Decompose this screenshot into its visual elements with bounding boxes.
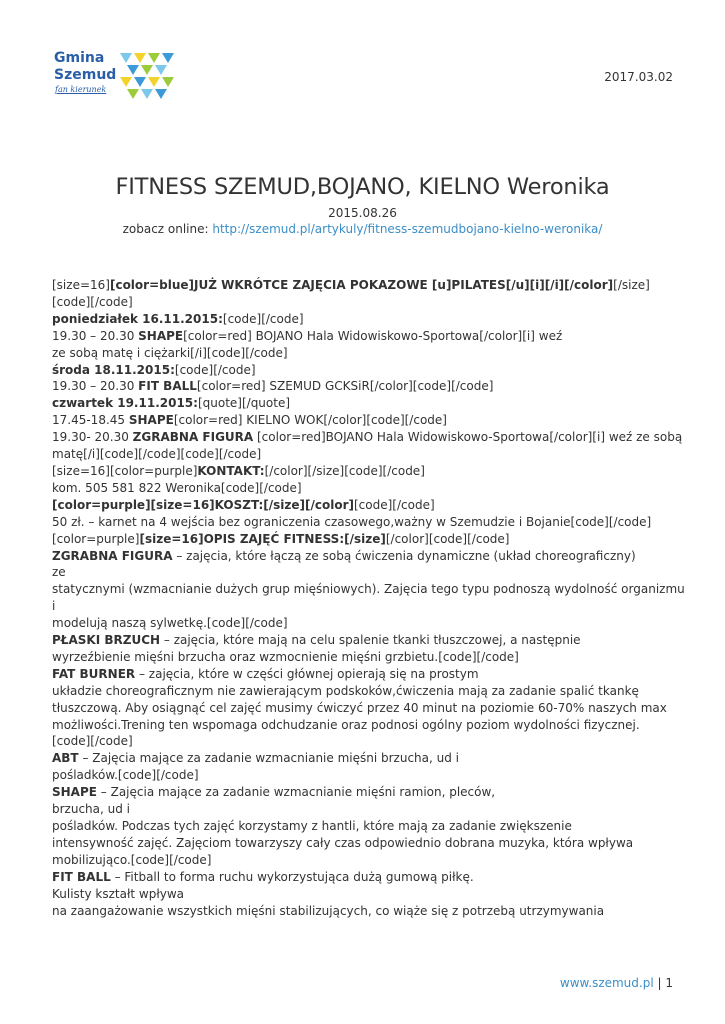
text-segment: modelują naszą sylwetkę.[code][/code] xyxy=(52,616,288,631)
bold-text: PŁASKI BRZUCH xyxy=(52,633,161,648)
text-segment: 50 zł. – karnet na 4 wejścia bez ograniczenia czasowego,ważny w Szemudzie i Bojanie[code][/code] xyxy=(52,514,652,529)
body-line xyxy=(52,446,677,463)
page-number: 1 xyxy=(665,976,673,990)
bold-text: KONTAKT: xyxy=(197,463,265,478)
text-segment: ze xyxy=(52,565,66,580)
bold-text: FAT BURNER xyxy=(52,666,136,681)
body-line xyxy=(52,666,677,683)
text-segment: intensywność zajęć. Zajęciom towarzyszy cały czas odpowiednio dobrana muzyka, która wpływa xyxy=(52,835,634,850)
article-url-link[interactable]: http://szemud.pl/artykuly/fitness-szemudbojano-kielno-weronika/ xyxy=(212,222,603,236)
body-line xyxy=(52,903,677,920)
bold-text: ABT xyxy=(52,751,79,766)
body-line xyxy=(52,395,677,412)
body-line xyxy=(52,581,685,598)
body-line xyxy=(52,869,677,886)
export-date: 2017.03.02 xyxy=(604,70,673,84)
body-line xyxy=(52,784,677,801)
text-segment: układzie choreograficznym nie zawierającym podskoków,ćwiczenia mają za zadanie spalić tkankę xyxy=(52,683,639,698)
page-footer xyxy=(560,976,673,990)
gmina-szemud-logo xyxy=(52,48,180,108)
body-line xyxy=(52,683,677,700)
body-line xyxy=(52,463,677,480)
body-line xyxy=(52,311,677,328)
body-line xyxy=(52,277,677,294)
bold-text: [color=blue]JUŻ WKRÓTCE ZAJĘCIA POKAZOWE [u]PILATES[/u][i][/i][/color] xyxy=(109,278,614,292)
text-segment: [quote][/quote] xyxy=(197,396,291,411)
bold-text: SHAPE xyxy=(52,785,97,800)
text-segment: [code][/code] xyxy=(354,497,435,512)
body-line xyxy=(52,632,677,649)
body-line xyxy=(52,362,677,379)
body-line xyxy=(52,801,677,818)
bold-text: SHAPE xyxy=(128,413,174,428)
body-line xyxy=(52,497,677,514)
body-line xyxy=(52,767,677,784)
body-line xyxy=(52,818,677,835)
text-segment: na zaangażowanie wszystkich mięśni stabilizujących, co wiąże się z potrzebą utrzymywania xyxy=(52,903,605,918)
text-segment: [code][/code] xyxy=(52,294,133,309)
text-segment: – Fitball to forma ruchu wykorzystująca dużą gumową piłkę. xyxy=(110,869,474,884)
text-segment: – zajęcia, które w części głównej opierają się na prostym xyxy=(135,666,479,681)
text-segment: 19.30 – 20.30 xyxy=(52,328,139,343)
body-line xyxy=(52,852,677,869)
text-segment: wyrzeźbienie mięśni brzucha oraz wzmocnienie mięśni grzbietu.[code][/code] xyxy=(52,649,519,664)
body-line xyxy=(52,294,677,311)
body-line xyxy=(52,564,677,581)
text-segment: i xyxy=(52,599,56,614)
body-line xyxy=(52,733,677,750)
body-line xyxy=(52,750,677,767)
text-segment: [code][/code] xyxy=(174,362,256,377)
text-segment: brzucha, ud i xyxy=(52,802,131,817)
text-segment: 19.30- 20.30 xyxy=(52,430,133,445)
body-line xyxy=(52,615,677,632)
body-line xyxy=(52,717,677,734)
body-line xyxy=(52,345,677,362)
bold-text: FIT BALL xyxy=(138,379,197,394)
text-segment: mobilizująco.[code][/code] xyxy=(52,852,212,867)
text-segment: [color=red] SZEMUD GCKSiR[/color][code][/code] xyxy=(196,379,494,394)
body-line xyxy=(52,700,677,717)
text-segment: [size=16][color=purple] xyxy=(52,463,198,478)
bold-text: czwartek 19.11.2015: xyxy=(52,396,198,411)
text-segment: [size=16] xyxy=(52,278,110,292)
body-line xyxy=(52,328,677,345)
text-segment: [color=red]BOJANO Hala Widowiskowo-Sportowa[/color][i] weź ze sobą xyxy=(253,430,683,445)
text-segment: [color=purple] xyxy=(52,531,140,546)
logo-triangles-icon xyxy=(118,51,176,103)
text-segment: – Zajęcia mające za zadanie wzmacnianie mięśni brzucha, ud i xyxy=(78,751,460,766)
body-line xyxy=(52,480,677,497)
bold-text: ZGRABNA FIGURA xyxy=(52,548,173,563)
text-segment: [color=red] BOJANO Hala Widowiskowo-Sportowa[/color][i] weź xyxy=(183,328,563,343)
article-body xyxy=(52,277,685,919)
text-segment: 19.30 – 20.30 xyxy=(52,379,139,394)
text-segment: [/size] xyxy=(613,278,650,292)
body-line xyxy=(52,412,677,429)
bold-text: środa 18.11.2015: xyxy=(52,362,175,377)
bold-text: SHAPE xyxy=(138,328,184,343)
body-line xyxy=(52,531,677,548)
logo-line-1: Gmina xyxy=(54,50,105,66)
body-line xyxy=(52,598,677,615)
text-segment: matę[/i][code][/code][code][/code] xyxy=(52,447,262,462)
text-segment: pośladków. Podczas tych zajęć korzystamy z hantli, które mają za zadanie zwiększenie xyxy=(52,819,572,833)
text-segment: [code][/code] xyxy=(222,311,304,326)
body-line xyxy=(52,548,677,565)
online-link-line xyxy=(0,222,725,236)
body-line xyxy=(52,429,683,446)
footer-separator: | xyxy=(653,976,666,990)
footer-site-link[interactable]: www.szemud.pl xyxy=(559,976,654,990)
logo-tagline: fan kierunek xyxy=(55,85,107,94)
text-segment: – zajęcia, które łączą ze sobą ćwiczenia dynamiczne (układ choreograficzny) xyxy=(172,548,636,563)
text-segment: [/color][/size][code][/code] xyxy=(264,463,425,478)
text-segment: pośladków.[code][/code] xyxy=(52,768,199,783)
text-segment: [/color][code][/code] xyxy=(385,531,510,546)
article-date: 2015.08.26 xyxy=(328,206,397,220)
body-line xyxy=(52,886,677,903)
text-segment: [color=red] KIELNO WOK[/color][code][/code] xyxy=(173,413,447,428)
text-segment: możliwości.Trening ten wspomaga odchudzanie oraz podnosi ogólny poziom wydolności fizycznej. xyxy=(52,717,640,732)
bold-text: [color=purple][size=16]KOSZT:[/size][/color] xyxy=(52,497,354,512)
body-line xyxy=(52,514,677,531)
body-line xyxy=(52,649,677,666)
text-segment: statycznymi (wzmacnianie dużych grup mięśniowych). Zajęcia tego typu podnoszą wydolność organizmu xyxy=(52,582,685,597)
bold-text: [size=16]OPIS ZAJĘĆ FITNESS:[/size] xyxy=(139,531,386,546)
text-segment: tłuszczową. Aby osiągnąć cel zajęć musimy ćwiczyć przez 40 minut na poziomie 60-70% naszych max xyxy=(52,700,667,715)
bold-text: ZGRABNA FIGURA xyxy=(132,430,254,445)
text-segment: 17.45-18.45 xyxy=(52,413,129,428)
text-segment: – zajęcia, które mają na celu spalenie tkanki tłuszczowej, a następnie xyxy=(160,633,581,648)
bold-text: FIT BALL xyxy=(52,869,111,884)
body-line xyxy=(52,835,677,852)
text-segment: – Zajęcia mające za zadanie wzmacnianie mięśni ramion, pleców, xyxy=(96,785,496,800)
online-label: zobacz online: xyxy=(122,222,209,236)
body-line xyxy=(52,378,677,395)
text-segment: kom. 505 581 822 Weronika[code][/code] xyxy=(52,480,302,495)
text-segment: Kulisty kształt wpływa xyxy=(52,886,185,901)
logo-line-2: Szemud xyxy=(54,67,117,83)
logo-text xyxy=(54,50,116,84)
bold-text: poniedziałek 16.11.2015: xyxy=(52,311,223,326)
text-segment: ze sobą matę i ciężarki[/i][code][/code] xyxy=(52,345,288,360)
text-segment: [code][/code] xyxy=(52,734,133,749)
article-title: FITNESS SZEMUD,BOJANO, KIELNO Weronika xyxy=(115,174,610,200)
